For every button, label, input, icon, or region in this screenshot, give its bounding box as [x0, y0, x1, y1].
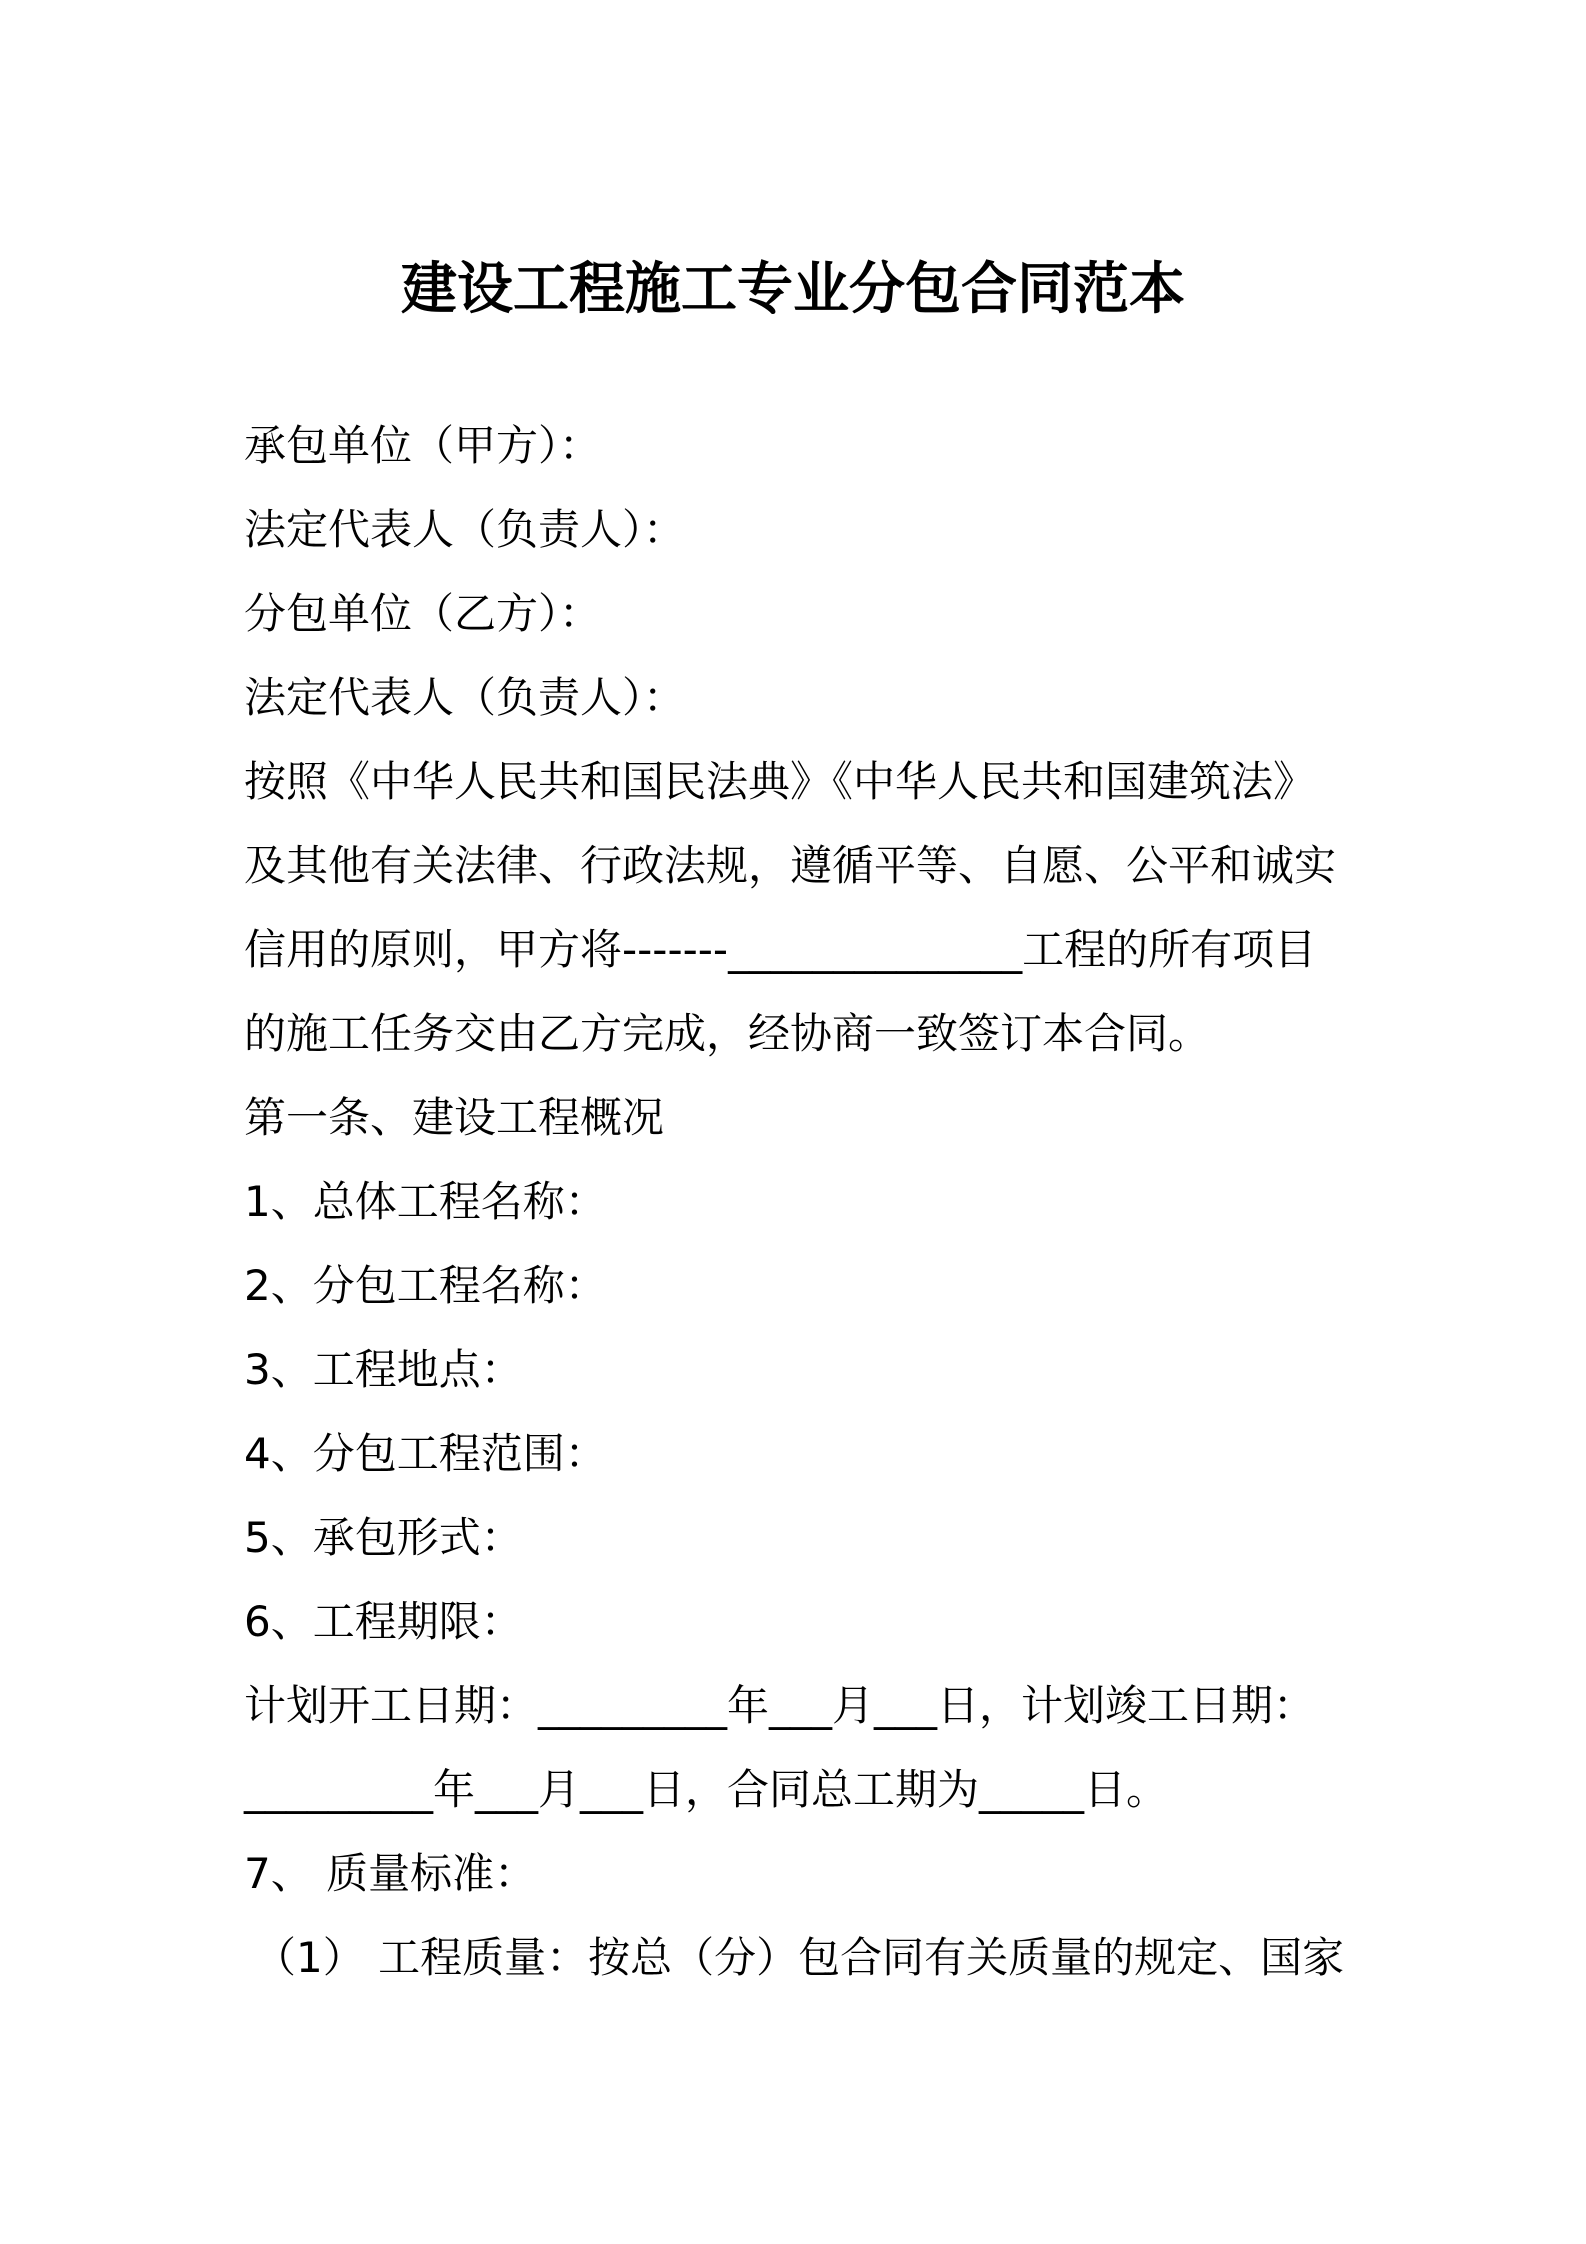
document-title: 建设工程施工专业分包合同范本	[401, 257, 1185, 322]
preamble-line: 信用的原则，甲方将-------______________工程的所有项目	[244, 925, 1317, 974]
clause-item: 1、总体工程名称：	[244, 1177, 607, 1226]
clause-item: 2、分包工程名称：	[244, 1261, 607, 1310]
party-a-line: 承包单位（甲方）：	[244, 421, 602, 470]
article-heading: 第一条、建设工程概况	[244, 1093, 665, 1142]
sub-clause-item: （1） 工程质量：按总（分）包合同有关质量的规定、国家	[254, 1933, 1345, 1982]
clause-item: 3、工程地点：	[244, 1345, 523, 1394]
party-a-representative-line: 法定代表人（负责人）：	[244, 505, 686, 554]
document-body	[244, 404, 1364, 2000]
party-b-representative-line: 法定代表人（负责人）：	[244, 673, 686, 722]
schedule-line: 计划开工日期：_________年___月___日，计划竣工日期：	[244, 1681, 1316, 1730]
clause-item: 4、分包工程范围：	[244, 1429, 607, 1478]
preamble-line: 的施工任务交由乙方完成，经协商一致签订本合同。	[244, 1009, 1211, 1058]
clause-item: 7、 质量标准：	[244, 1849, 537, 1898]
preamble-line: 按照《中华人民共和国民法典》《中华人民共和国建筑法》	[244, 757, 1316, 806]
clause-item: 5、承包形式：	[244, 1513, 523, 1562]
party-b-line: 分包单位（乙方）：	[244, 589, 602, 638]
clause-item: 6、工程期限：	[244, 1597, 523, 1646]
schedule-line: _________年___月___日，合同总工期为_____日。	[244, 1765, 1169, 1814]
preamble-line: 及其他有关法律、行政法规，遵循平等、自愿、公平和诚实	[244, 841, 1337, 890]
